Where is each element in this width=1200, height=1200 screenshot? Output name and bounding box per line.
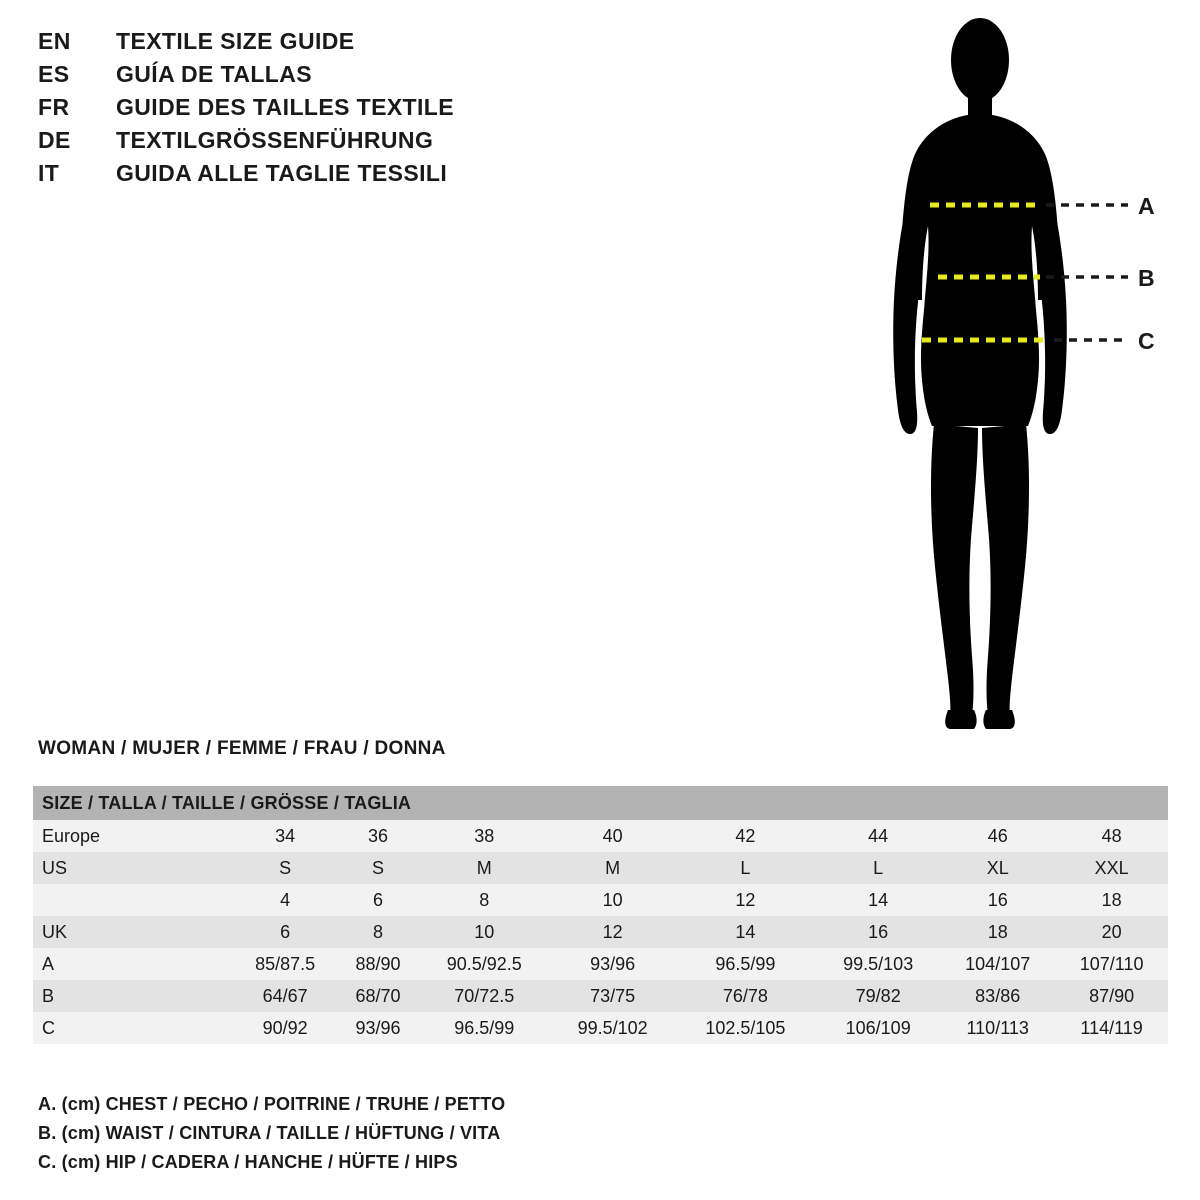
cell-usnum-7: 18: [1101, 889, 1122, 910]
cell-europe-2: 38: [474, 825, 495, 846]
measure-label-b: B: [1138, 265, 1155, 291]
measure-label-c: C: [1138, 328, 1155, 354]
title-row-fr: [38, 94, 658, 127]
title-lang-de: DE: [38, 127, 71, 153]
cell-b-2: 70/72.5: [454, 985, 515, 1006]
cell-europe-5: 44: [868, 825, 889, 846]
row-label-a: A: [42, 953, 55, 974]
cell-c-6: 110/113: [966, 1017, 1029, 1038]
cell-c-7: 114/119: [1080, 1017, 1143, 1038]
footnotes-block: [38, 1090, 938, 1177]
row-label-us: US: [42, 857, 68, 878]
row-label-c: C: [42, 1017, 55, 1038]
cell-a-7: 107/110: [1079, 953, 1144, 974]
cell-b-4: 76/78: [722, 985, 768, 1006]
title-text-es: GUÍA DE TALLAS: [116, 61, 312, 87]
cell-uk-4: 14: [735, 921, 756, 942]
cell-uk-1: 8: [373, 921, 384, 942]
cell-b-7: 87/90: [1089, 985, 1135, 1006]
cell-uk-7: 20: [1101, 921, 1122, 942]
cell-b-5: 79/82: [855, 985, 901, 1006]
cell-us-1: S: [372, 857, 385, 878]
footnote-a: A. (cm) CHEST / PECHO / POITRINE / TRUHE / PETTO: [38, 1094, 506, 1114]
cell-c-1: 93/96: [355, 1017, 401, 1038]
section-label-woman: WOMAN / MUJER / FEMME / FRAU / DONNA: [38, 738, 446, 759]
title-row-es: [38, 61, 658, 94]
cell-c-2: 96.5/99: [454, 1017, 515, 1038]
cell-a-3: 93/96: [590, 953, 636, 974]
cell-b-3: 73/75: [590, 985, 636, 1006]
cell-us-4: L: [740, 857, 751, 878]
cell-europe-4: 42: [735, 825, 756, 846]
table-row: [33, 948, 1168, 980]
table-row: [33, 1012, 1168, 1044]
title-row-it: [38, 160, 658, 193]
cell-b-1: 68/70: [355, 985, 401, 1006]
cell-a-2: 90.5/92.5: [446, 953, 522, 974]
cell-c-5: 106/109: [845, 1017, 911, 1038]
cell-usnum-4: 12: [735, 889, 756, 910]
title-block: [38, 28, 658, 193]
cell-us-5: L: [873, 857, 884, 878]
cell-usnum-1: 6: [373, 889, 384, 910]
cell-uk-6: 18: [987, 921, 1008, 942]
measure-label-a: A: [1138, 193, 1155, 219]
cell-a-1: 88/90: [355, 953, 401, 974]
cell-a-6: 104/107: [965, 953, 1031, 974]
cell-uk-3: 12: [602, 921, 623, 942]
row-label-uk: UK: [42, 921, 68, 942]
footnote-c: C. (cm) HIP / CADERA / HANCHE / HÜFTE / HIPS: [38, 1152, 458, 1172]
table-header-row: [33, 786, 1168, 820]
cell-uk-2: 10: [474, 921, 495, 942]
cell-c-4: 102.5/105: [705, 1017, 786, 1038]
cell-europe-0: 34: [275, 825, 296, 846]
cell-us-3: M: [605, 857, 621, 878]
cell-europe-6: 46: [987, 825, 1008, 846]
title-text-de: TEXTILGRÖSSENFÜHRUNG: [116, 127, 434, 153]
body-measurement-figure: [850, 10, 1190, 740]
title-row-en: [38, 28, 658, 61]
cell-uk-0: 6: [280, 921, 291, 942]
table-row: [33, 852, 1168, 884]
size-chart-table: [33, 786, 1168, 1044]
title-lang-it: IT: [38, 160, 60, 186]
title-row-de: [38, 127, 658, 160]
cell-europe-3: 40: [602, 825, 623, 846]
title-text-en: TEXTILE SIZE GUIDE: [116, 28, 355, 54]
table-row: [33, 980, 1168, 1012]
cell-b-6: 83/86: [975, 985, 1021, 1006]
cell-usnum-3: 10: [602, 889, 623, 910]
cell-us-6: XL: [986, 857, 1009, 878]
cell-us-7: XXL: [1094, 857, 1129, 878]
title-text-it: GUIDA ALLE TAGLIE TESSILI: [116, 160, 448, 186]
row-label-europe: Europe: [42, 825, 101, 846]
cell-c-0: 90/92: [262, 1017, 308, 1038]
table-row: [33, 884, 1168, 916]
cell-uk-5: 16: [868, 921, 889, 942]
cell-a-5: 99.5/103: [843, 953, 914, 974]
footnote-b: B. (cm) WAIST / CINTURA / TAILLE / HÜFTUNG / VITA: [38, 1123, 501, 1143]
cell-a-4: 96.5/99: [715, 953, 776, 974]
row-label-us-numeric: [33, 884, 232, 916]
cell-a-0: 85/87.5: [255, 953, 316, 974]
title-text-fr: GUIDE DES TAILLES TEXTILE: [116, 94, 454, 120]
table-header-label: SIZE / TALLA / TAILLE / GRÖSSE / TAGLIA: [42, 792, 412, 813]
table-row: [33, 820, 1168, 852]
title-lang-es: ES: [38, 61, 70, 87]
cell-usnum-2: 8: [479, 889, 490, 910]
cell-europe-1: 36: [368, 825, 389, 846]
row-label-b: B: [42, 985, 55, 1006]
cell-europe-7: 48: [1101, 825, 1122, 846]
table-row: [33, 916, 1168, 948]
title-lang-en: EN: [38, 28, 71, 54]
cell-us-2: M: [476, 857, 492, 878]
cell-usnum-0: 4: [280, 889, 291, 910]
cell-c-3: 99.5/102: [577, 1017, 648, 1038]
cell-usnum-6: 16: [987, 889, 1008, 910]
title-lang-fr: FR: [38, 94, 70, 120]
cell-usnum-5: 14: [868, 889, 889, 910]
woman-silhouette-icon: [850, 10, 1190, 740]
cell-us-0: S: [279, 857, 292, 878]
cell-b-0: 64/67: [262, 985, 308, 1006]
